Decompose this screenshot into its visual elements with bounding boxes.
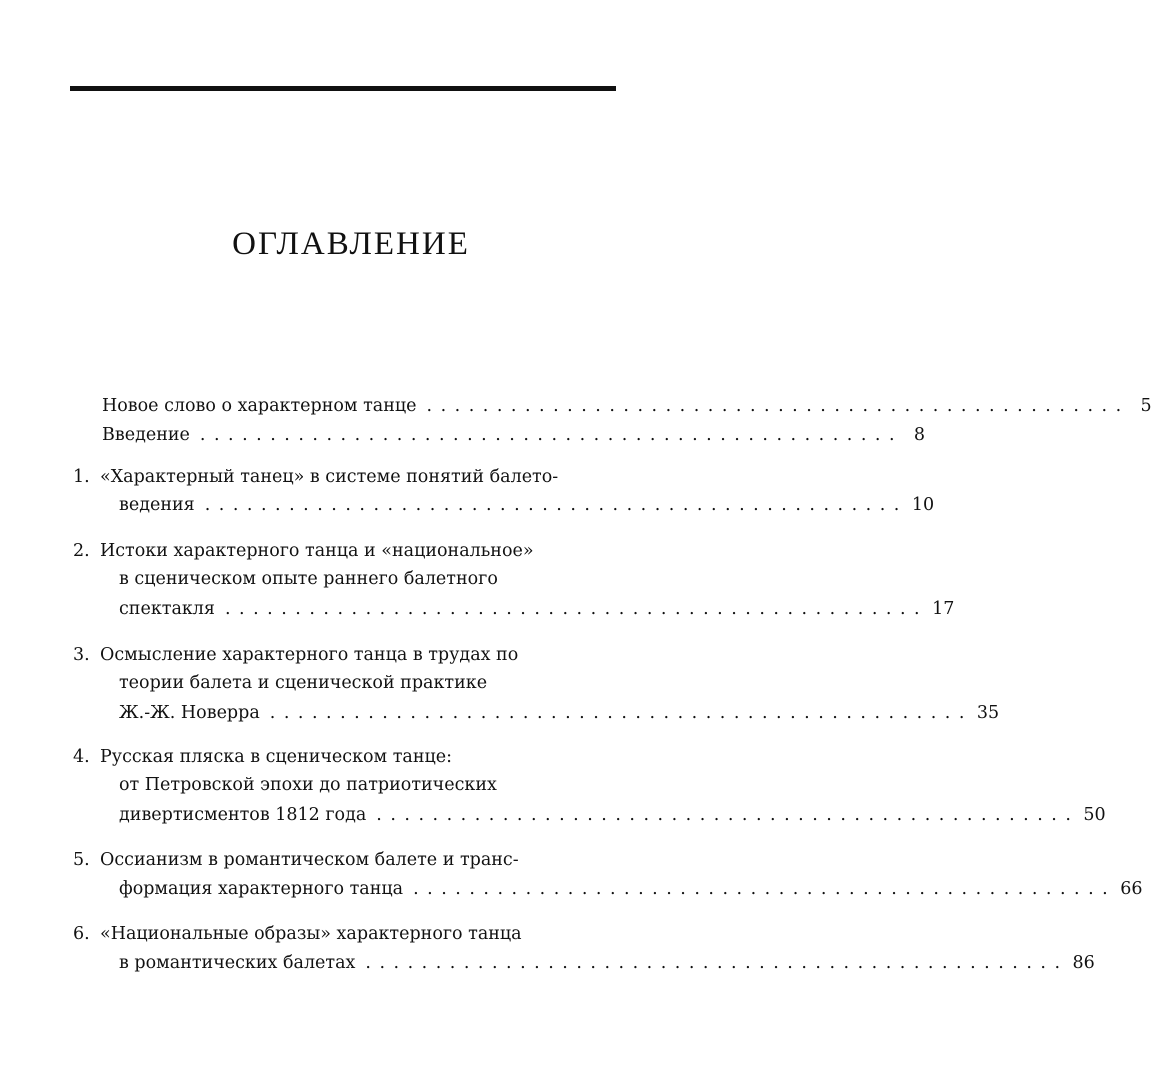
dot-leader: .................................................. [376,805,1080,825]
toc-page-number: 66 [1120,879,1143,899]
toc-entry-2-line-3[interactable] [119,597,955,621]
toc-entry-1-line-1[interactable] [73,465,616,489]
toc-entry-2-line-1[interactable] [73,539,616,563]
toc-page-number: 50 [1083,805,1106,825]
toc-entry-6-line-2[interactable] [119,951,1095,975]
toc-entry-3-line-3[interactable] [119,701,1000,725]
toc-entry-4-line-3[interactable] [119,803,1106,827]
toc-entry-title-line: Ж.-Ж. Новерра [119,703,260,723]
toc-entry-1-line-2[interactable] [119,493,935,517]
toc-entry-title-line: Русская пляска в сценическом танце: [100,747,453,767]
toc-page-number: 17 [932,599,955,619]
toc-page-number: 8 [913,425,926,445]
toc-entry-4-line-1[interactable] [73,745,616,769]
toc-entry-title-line: теории балета и сценической практике [119,673,488,693]
toc-entry-3-line-1[interactable] [73,643,616,667]
toc-entry-number: 2. [73,541,90,561]
dot-leader: .................................................. [199,425,904,445]
toc-entry-5-line-1[interactable] [73,848,616,872]
toc-entry-foreword[interactable] [102,394,1152,418]
toc-page-number: 5 [1140,396,1152,416]
dot-leader: .................................................. [269,703,973,723]
page-title: ОГЛАВЛЕНИЕ [232,226,470,262]
toc-entry-title: Введение [102,425,190,445]
toc-entry-title: Новое слово о характерном танце [102,396,417,416]
dot-leader: .................................................. [365,953,1069,973]
toc-entry-number: 4. [73,747,90,767]
dot-leader: .................................................. [413,879,1117,899]
top-rule [70,86,616,91]
dot-leader: .................................................. [204,495,908,515]
toc-entry-title-line: формация характерного танца [119,879,404,899]
toc-entry-6-line-1[interactable] [73,922,616,946]
dot-leader: .................................................. [426,396,1130,416]
toc-entry-title-line: Истоки характерного танца и «национальное» [100,541,534,561]
toc-entry-number: 6. [73,924,90,944]
toc-entry-title-line: спектакля [119,599,215,619]
toc-page-number: 86 [1072,953,1095,973]
toc-entry-number: 3. [73,645,90,665]
toc-entry-5-line-2[interactable] [119,877,1143,901]
toc-entry-title-line: ведения [119,495,195,515]
toc-entry-title-line: дивертисментов 1812 года [119,805,367,825]
toc-entry-4-line-2[interactable] [119,773,616,797]
toc-page-number: 10 [911,495,935,515]
toc-entry-2-line-2[interactable] [119,567,616,591]
toc-entry-title-line: от Петровской эпохи до патриотических [119,775,497,795]
toc-entry-title-line: Оссианизм в романтическом балете и транс- [100,850,519,870]
toc-entry-title-line: Осмысление характерного танца в трудах по [100,645,519,665]
toc-entry-introduction[interactable] [102,423,926,447]
toc-entry-title-line: «Характерный танец» в системе понятий балето- [100,467,559,487]
toc-entry-3-line-2[interactable] [119,671,616,695]
toc-entry-title-line: в романтических балетах [119,953,356,973]
toc-page-number: 35 [976,703,1000,723]
toc-entry-title-line: «Национальные образы» характерного танца [100,924,522,944]
toc-entry-title-line: в сценическом опыте раннего балетного [119,569,498,589]
dot-leader: .................................................. [224,599,929,619]
toc-entry-number: 5. [73,850,90,870]
toc-entry-number: 1. [73,467,90,487]
